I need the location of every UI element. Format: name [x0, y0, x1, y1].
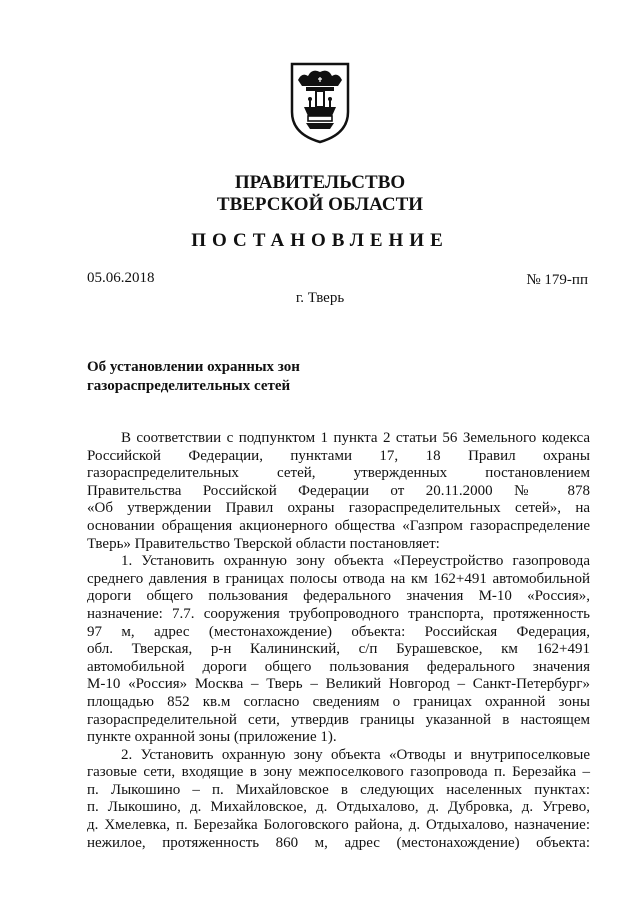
body-line: Правительства Российской Федерации от 20.11.2000 № 878	[87, 482, 590, 499]
document-body	[87, 430, 590, 852]
body-line: автомобильной дороги общего пользования федерального значения	[87, 658, 590, 675]
body-line: дороги общего пользования федерального значения М-10 «Россия»,	[87, 588, 590, 605]
body-line: пункте охранной зоны (приложение 1).	[87, 729, 337, 746]
subject-line: газораспределительных сетей	[87, 378, 291, 394]
body-line: 97 м, адрес (местонахождение) объекта: Российская Федерация,	[87, 623, 590, 640]
document-date: 05.06.2018	[87, 270, 155, 286]
body-line: М-10 «Россия» Москва – Тверь – Великий Новгород – Санкт-Петербург»	[87, 676, 590, 693]
body-line: назначение: 7.7. сооружения трубопроводного транспорта, протяженность	[87, 605, 590, 622]
organization-name-line1: ПРАВИТЕЛЬСТВО	[234, 172, 406, 193]
body-line: газораспределительной сети, утвердив границы указанной в настоящем	[87, 711, 590, 728]
body-line: 2. Установить охранную зону объекта «Отводы и внутрипоселковые	[121, 746, 590, 763]
body-paragraph-item-1	[87, 553, 590, 747]
body-line: основании обращения акционерного общества «Газпром газораспределение	[87, 517, 590, 534]
body-line: площадью 852 кв.м согласно сведениям о границах охранной зоны	[87, 693, 590, 710]
body-line: Тверь» Правительство Тверской области постановляет:	[87, 535, 440, 552]
organization-name-line2: ТВЕРСКОЙ ОБЛАСТИ	[216, 194, 424, 215]
body-line: «Об утверждении Правил охраны газораспределительных сетей», на	[87, 500, 590, 517]
body-line: обл. Тверская, р-н Калининский, с/п Бурашевское, км 162+491	[87, 641, 590, 658]
body-line: Российской Федерации, пунктами 17, 18 Правил охраны	[87, 447, 590, 464]
body-line: газораспределительных сетей, утвержденных постановлением	[87, 465, 590, 482]
body-line: В соответствии с подпунктом 1 пункта 2 статьи 56 Земельного кодекса	[121, 430, 590, 446]
document-type-title: ПОСТАНОВЛЕНИЕ	[191, 230, 449, 251]
body-line: газовые сети, входящие в зону межпоселкового газопровода п. Березайка –	[87, 764, 590, 781]
body-paragraph-preamble	[87, 430, 590, 553]
body-line: 1. Установить охранную зону объекта «Переустройство газопровода	[121, 553, 590, 570]
body-line: среднего давления в границах полосы отвода на км 162+491 автомобильной	[87, 570, 590, 587]
document-city: г. Тверь	[295, 290, 345, 306]
document-number: № 179-пп	[526, 272, 588, 288]
body-line: п. Лыкошино, д. Михайловское, д. Отдыхалово, д. Дубровка, д. Угрево,	[87, 799, 590, 816]
body-paragraph-item-2	[87, 747, 590, 853]
body-line: д. Хмелевка, п. Березайка Бологовского района, д. Отдыхалово, назначение:	[87, 817, 590, 834]
document-subject	[87, 358, 300, 396]
subject-line: Об установлении охранных зон	[87, 359, 300, 375]
coat-of-arms-emblem	[288, 60, 352, 145]
body-line: нежилое, протяженность 860 м, адрес (местонахождение) объекта:	[87, 834, 590, 851]
body-line: п. Лыкошино – п. Михайловское в следующих населенных пунктах:	[87, 781, 590, 798]
